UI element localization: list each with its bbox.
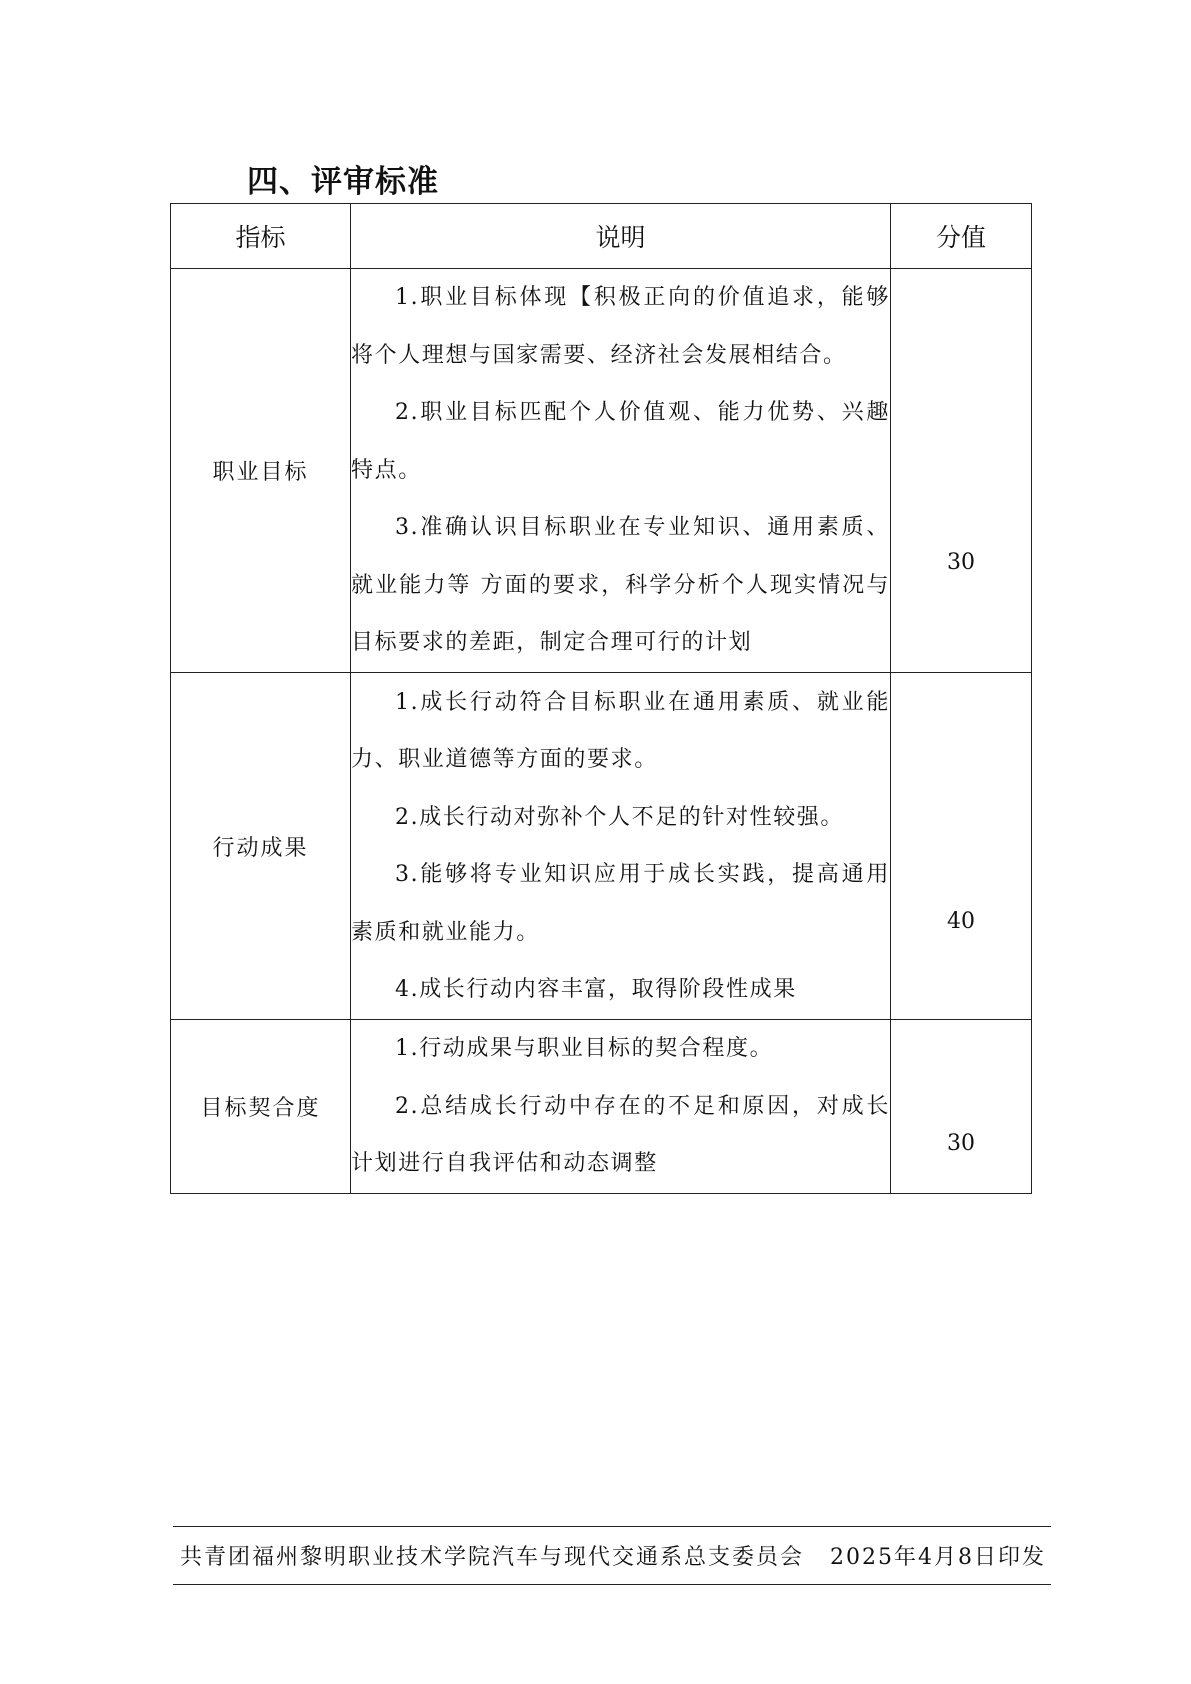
footer-bottom-rule [173,1584,1051,1585]
description-cell [351,673,891,1020]
description-cell [351,1020,891,1194]
criterion-item: 4.成长行动内容丰富，取得阶段性成果 [395,977,797,1002]
table-row-goal-fit [171,1020,1032,1194]
header-indicator: 指标 [171,204,351,269]
footer-date: 2025年4月8日印发 [830,1545,1046,1570]
table-row-career-goal [171,269,1032,673]
criterion-item: 1.职业目标体现【积极正向的价值追求，能够将个人理想与国家需要、经济社会发展相结合。 [351,285,890,368]
score-cell: 40 [891,673,1032,1020]
footer [180,1540,1046,1571]
review-criteria-table [170,203,1032,1194]
footer-organization: 共青团福州黎明职业技术学院汽车与现代交通系总支委员会 [180,1545,805,1570]
score-cell: 30 [891,269,1032,673]
indicator-cell: 目标契合度 [171,1020,351,1194]
criterion-item: 2.成长行动对弥补个人不足的针对性较强。 [395,804,844,830]
criterion-item: 1.成长行动符合目标职业在通用素质、就业能力、职业道德等方面的要求。 [351,689,890,772]
score-cell: 30 [891,1020,1032,1194]
footer-top-rule [173,1526,1051,1527]
criterion-item: 3.能够将专业知识应用于成长实践，提高通用素质和就业能力。 [351,862,890,945]
table-header-row [171,204,1032,269]
criterion-item: 2.职业目标匹配个人价值观、能力优势、兴趣特点。 [351,400,890,483]
indicator-cell: 行动成果 [171,673,351,1020]
table-row-action-results [171,673,1032,1020]
header-description: 说明 [351,204,891,269]
criterion-item: 1.行动成果与职业目标的契合程度。 [395,1036,774,1061]
section-title: 四、评审标准 [247,164,439,200]
criterion-item: 2.总结成长行动中存在的不足和原因，对成长计划进行自我评估和动态调整 [351,1093,890,1176]
description-cell [351,269,891,673]
criterion-item: 3.准确认识目标职业在专业知识、通用素质、就业能力等 方面的要求，科学分析个人现实情况与目标要求的差距，制定合理可行的计划 [351,515,890,656]
indicator-cell: 职业目标 [171,269,351,673]
header-score: 分值 [891,204,1032,269]
